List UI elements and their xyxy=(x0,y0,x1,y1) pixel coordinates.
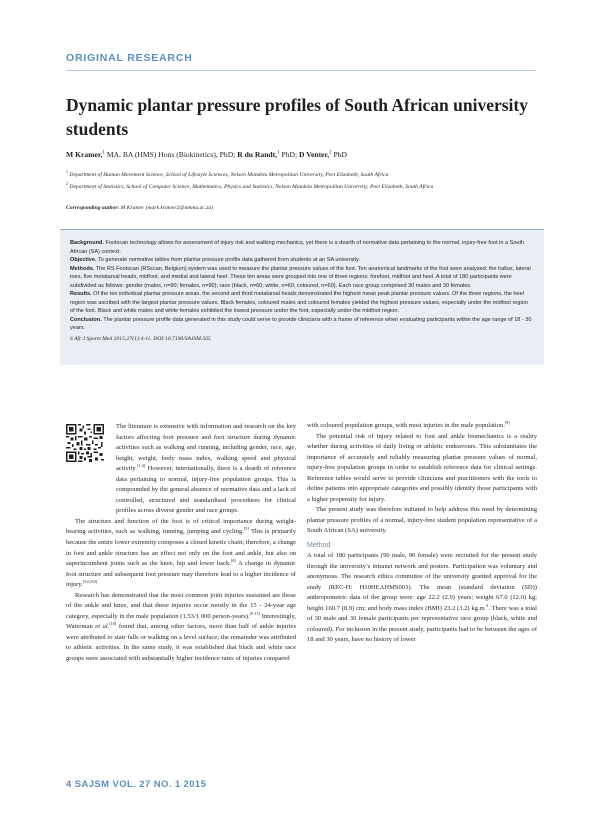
author-affiliation-mark: 1 xyxy=(277,150,280,156)
abstract-heading: Results. xyxy=(70,291,92,297)
abstract-box xyxy=(60,229,544,365)
affiliation-number: 1 xyxy=(66,169,68,175)
abstract-text: The plantar pressure profile data generated in this study could serve to provide clinicians with a frame of reference when evaluating participants within the age range of 18 - 30 years. xyxy=(70,316,532,331)
author-name: R du Randt, xyxy=(237,150,278,159)
abstract-heading: Background. xyxy=(70,240,104,246)
abstract-conclusion xyxy=(70,316,534,333)
abstract-heading: Objective. xyxy=(70,257,97,263)
body-paragraph: The structure and function of the foot is of critical importance during weight-bearing activities, such as walking, running, jumping and cycling.[5] This is primarily because the entire lower extremity composes a closed kinetic chain; therefore, a change in foot and ankle structure has an effect not only on the foot and ankle, but also on superincumbent joints such as the knee, hip and lower back.[6] A change in dynamic foot structure and subsequent foot pressure may therefore lead to a higher incidence of injury.[5,6,8,9] xyxy=(66,517,296,589)
article-title: Dynamic plantar pressure profiles of South African university students xyxy=(66,95,528,139)
affiliation-text: Department of Statistics, School of Computer Science, Mathematics, Physics and Statistics, Nelson Mandela Metropolitan University, Port Elizabeth, South Africa xyxy=(68,184,434,190)
body-column-right xyxy=(307,421,537,646)
abstract-text: Of the ten individual plantar pressure areas, the second and third metatarsal heads demonstrated the highest mean peak plantar pressure values. Of the three regions, the heel region was ascribed with the largest plantar pressure values. Black females, coloured males and coloured females yielded the highest pressure values, especially under the midfoot region of the foot. Black and white males and white females exhibited the lowest pressure under the foot, especially under the midfoot region. xyxy=(70,291,528,314)
body-paragraph: A total of 180 participants (90 male, 90 female) were recruited for the present study through the university’s intranet network and posters. Participation was voluntary and anonymous. The research ethics committee of the university granted approval for the study (REC-H: H10HEAHMS003). The mean (standard deviation (SD)) anthropometric data of the group were: age 22.2 (2.9) years; weight 67.0 (12.0) kg; height 169.7 (8.9) cm; and body mass index (BMI) 23.2 (3.2) $kg.m^{-2}$. There was a total of 30 male and 30 female participants per representative race group (black, white and coloured). For inclusion in the present study, participants had to be between the ages of 18 and 30 years, have no history of lower xyxy=(307,552,537,644)
abstract-objective xyxy=(70,256,534,265)
header-divider xyxy=(66,70,536,71)
corresponding-author-label: Corresponding author: xyxy=(66,205,120,211)
abstract-background xyxy=(70,239,534,256)
body-paragraph: The literature is extensive with information and research on the key factors affecting foot pressure and foot structure during dynamic activities such as walking and running, including gender, race, age, height, weight, body mass index, walking speed and physical activity.[1-4] However, internationally, there is a dearth of reference data pertaining to normal, injury-free population groups. This is compounded by the general absence of normative data and a lack of controlled, structured and standardised procedures for clinical profiles across diverse gender and race groups. xyxy=(116,423,296,515)
section-label: ORIGINAL RESEARCH xyxy=(66,52,193,64)
abstract-heading: Conclusion. xyxy=(70,316,102,323)
author-credentials: PhD; xyxy=(279,150,299,159)
corresponding-author-text: M Kramer (mark.kramer2@nmmu.ac.za) xyxy=(119,205,214,211)
body-column-left xyxy=(66,422,296,665)
section-heading-method: Method xyxy=(307,542,331,550)
author-list xyxy=(66,150,536,160)
body-paragraph: The present study was therefore initiated to help address this need by determining plantar pressure profiles of a normal, injury-free student population representative of a South African (SA) university. xyxy=(307,506,537,535)
body-paragraph: The potential risk of injury related to foot and ankle biomechanics is a reality whether during activities of daily living or athletic endeavours. This substantiates the importance of accurately and reliably measuring plantar pressure values of normal, injury-free population groups in order to establish reference data for clinical settings. Reference tables would serve to provide clinicians and practitioners with the tools to define patients into appropriate categories and possibly identify those participants with a higher propensity for injury. xyxy=(307,432,537,503)
page-footer: 4 SAJSM VOL. 27 NO. 1 2015 xyxy=(66,779,207,790)
corresponding-author xyxy=(66,204,536,212)
abstract-text: Footscan technology allows for assessment of injury risk and walking mechanics, yet there is a dearth of normative data pertaining to the normal, injury-free foot in a South African (SA) context. xyxy=(70,240,525,255)
affiliations xyxy=(66,169,546,193)
affiliation-number: 2 xyxy=(66,181,68,187)
author-credentials: PhD xyxy=(331,150,348,159)
affiliation-text: Department of Human Movement Science, School of Lifestyle Sciences, Nelson Mandela Metropolitan University, Port Elizabeth, South Africa xyxy=(68,172,389,178)
citation: S Afr J Sports Med 2015;27(1):4-11. DOI:10.7196/SAJSM.565 xyxy=(70,335,211,342)
author-name: M Kramer, xyxy=(66,150,103,159)
author-name: D Venter, xyxy=(299,150,330,159)
abstract-heading: Methods. xyxy=(70,265,95,272)
abstract-text: The RS Footscan (RSscan, Belgium) system was used to measure the plantar pressure values of the foot. Ten anatomical landmarks of the foot were analysed: the hallux, lateral toes, five metatarsal heads, midfoot, and medial and lateral heel. These ten areas were grouped into one of three regions: forefoot, midfoot and heel. A total of 180 participants were subdivided as follows: gender (males, n=90; females, n=90); race (black, n=60; white, n=60; coloured, n=60). Each race group comprised 30 males and 30 females. xyxy=(70,265,531,289)
abstract-results xyxy=(70,290,534,316)
abstract-text: To generate normative tables from plantar pressure profile data gathered from students at an SA university. xyxy=(96,257,360,263)
author-affiliation-mark: 1 xyxy=(102,150,105,156)
affiliation-line xyxy=(66,169,546,181)
author-affiliation-mark: 2 xyxy=(329,150,332,156)
body-paragraph: Research has demonstrated that the most common joint injuries sustained are those of the ankle and knee, and that these injuries occur mostly in the 15 - 24-year age category, especially in the male population (1.53/1 000 person-years).[9-11] Interestingly, Waterman et al.[10] found that, among other factors, more than half of ankle injuries were attributed to stair falls or walking on a level surface; the remainder was attributed to athletic activities. In the same study, it was established that black and white race groups were associated with substantially higher incidence rates of injuries compared xyxy=(66,591,297,663)
body-paragraph: with coloured population groups, with most injuries in the male population.[9] xyxy=(307,419,510,429)
affiliation-line xyxy=(66,181,546,193)
abstract-methods xyxy=(70,265,534,291)
author-credentials: MA, BA (HMS) Hons (Biokinetics), PhD; xyxy=(104,150,238,159)
